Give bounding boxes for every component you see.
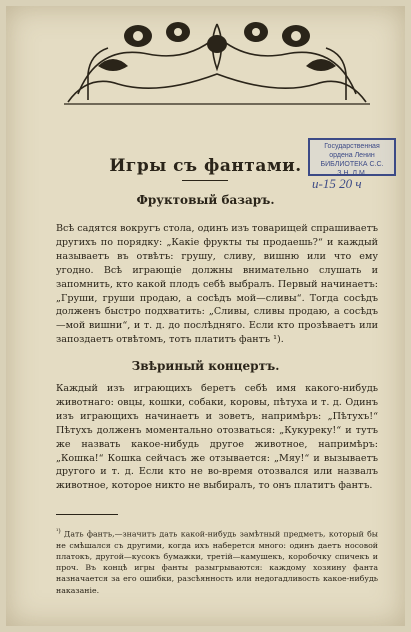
section-title-animal-concert: Звѣриный концертъ. bbox=[131, 359, 280, 373]
inventory-number: и-15 20 ч bbox=[312, 176, 362, 191]
book-page bbox=[6, 6, 405, 626]
footnote-rule bbox=[56, 514, 118, 515]
footnote-marker: ¹) bbox=[56, 528, 61, 535]
stamp-line: Государственная bbox=[324, 143, 380, 150]
stamp-line: З Н. Л М. bbox=[337, 170, 367, 177]
footnote-text: Дать фантъ,—значитъ дать какой-нибудь замѣтный предметъ, который бы не смѣшался съ другими, когда ихъ наберется много: одинъ даетъ носовой платокъ, другой—кусокъ бумажки, третій—камушекъ, коробочку спичекъ и проч. Въ концѣ игры фанты разыгрываются: каждому хозяину фанта назначается за его ошибки, разсѣянность или недогадливость какое-нибудь наказаніе. bbox=[56, 529, 378, 595]
art-nouveau-headpiece bbox=[58, 14, 376, 106]
section-text-fruit-bazaar: Всѣ садятся вокругъ стола, одинъ изъ товарищей спрашиваетъ другихъ по порядку: „Какіе фрукты ты продаешь?“ и каждый называетъ въ отвѣтъ: грушу, сливу, вишню или что ему угодно. Всѣ играющіе должны внимательно слушать и запомнить, кто какой плодъ себѣ выбралъ. Первый начинаетъ: „Груши, груши продаю, а сосѣдъ мой—сливы“. Тогда сосѣдъ долженъ быстро подхватить: „Сливы, сливы продаю, а сосѣдъ—мой вишни“, и т. д. до послѣдняго. Если кто прозѣваетъ или запоздаетъ отвѣтомъ, тотъ платитъ фантъ ¹). bbox=[56, 223, 378, 346]
section-text-animal-concert: Каждый изъ играющихъ беретъ себѣ имя какого-нибудь животнаго: овцы, кошки, собаки, коровы, пѣтуха и т. д. Одинъ изъ играющихъ начинаетъ и зоветъ, напримѣръ: „Пѣтухъ!“ Пѣтухъ долженъ моментально отозваться: „Кукуреку!“ и тутъ же назвать какое-нибудь другое животное, напримѣръ: „Кошка!“ Кошка сейчасъ же отзывается: „Мяу!“ и вызываетъ другого и т. д. Если кто не во-время отозвался или назвалъ животное, которое никто не выбиралъ, то онъ платитъ фантъ. bbox=[56, 383, 378, 492]
footnote bbox=[56, 526, 378, 596]
stamp-line: БИБЛИОТЕКА С.С. bbox=[320, 161, 384, 168]
title-rule bbox=[182, 180, 228, 181]
stamp-line: ордена Ленин bbox=[329, 152, 375, 159]
page-title: Игры съ фантами. bbox=[109, 156, 302, 176]
section-title-fruit-bazaar: Фруктовый базаръ. bbox=[136, 193, 275, 207]
